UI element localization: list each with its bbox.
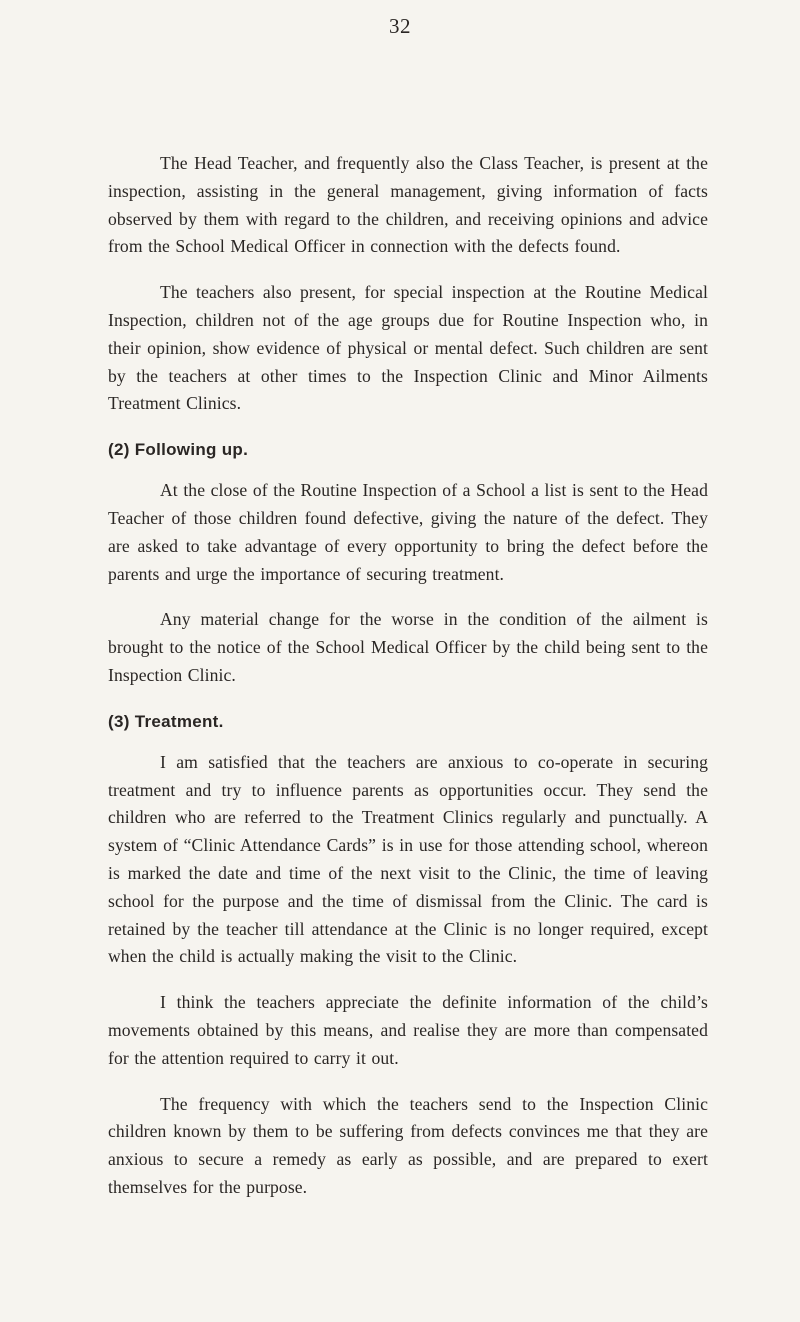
paragraph-frequency: The frequency with which the teachers send to the Inspection Clinic children known by them to be suffering from defects convinces me that they are anxious to secure a remedy as early as possible, and are prepared to exert themselves for the purpose. [108,1093,708,1197]
paragraph-special-inspection: The teachers also present, for special inspection at the Routine Medical Inspection, children not of the age groups due for Routine Inspection who, in their opinion, show evidence of physical or mental defect. Such children are sent by the teachers at other times to the Inspection Clinic and Minor Ailments Treatment Clinics. [108,282,708,414]
heading-following-up: (2) Following up. [108,440,249,460]
paragraph-material-change: Any material change for the worse in the condition of the ailment is brought to the notice of the School Medical Officer by the child being sent to the Inspection Clinic. [108,609,708,685]
paragraph-head-teacher: The Head Teacher, and frequently also the Class Teacher, is present at the inspection, assisting in the general management, giving information of facts observed by them with regard to the children, and receiving opinions and advice from the School Medical Officer in connection with the defects found. [108,153,708,257]
page-number: 32 [389,14,411,38]
page-body [108,150,708,1202]
paragraph-defect-list: At the close of the Routine Inspection of a School a list is sent to the Head Teacher of those children found defective, giving the nature of the defect. They are asked to take advantage of every opportunity to bring the defect before the parents and urge the importance of securing treatment. [108,480,708,584]
paragraph-appreciation: I think the teachers appreciate the definite information of the child’s movements obtained by this means, and realise they are more than compensated for the attention required to carry it out. [108,992,708,1068]
paragraph-attendance-cards: I am satisfied that the teachers are anxious to co-operate in securing treatment and try to influence parents as opportunities occur. They send the children who are referred to the Treatment Clinics regularly and punctually. A system of “Clinic Attendance Cards” is in use for those attending school, whereon is marked the date and time of the next visit to the Clinic, the time of leaving school for the purpose and the time of dismissal from the Clinic. The card is retained by the teacher till attendance at the Clinic is no longer required, except when the child is actually making the visit to the Clinic. [108,751,708,967]
heading-treatment: (3) Treatment. [108,711,224,731]
